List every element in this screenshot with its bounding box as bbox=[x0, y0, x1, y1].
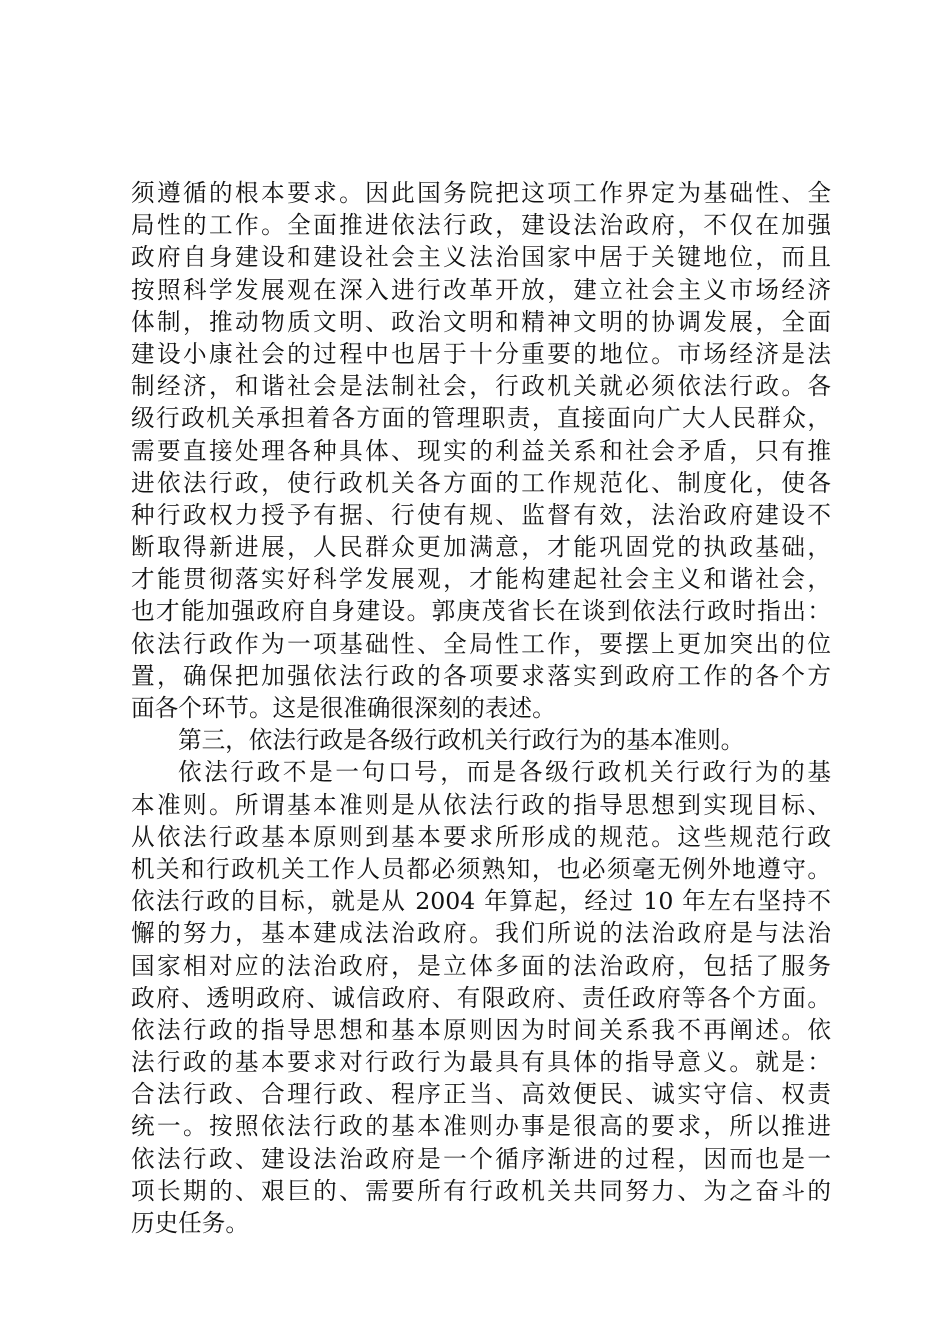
text-line: 级行政机关承担着各方面的管理职责，直接面向广大人民群众， bbox=[131, 404, 831, 433]
text-line: 历史任务。 bbox=[131, 1209, 249, 1237]
text-line: 按照科学发展观在深入进行改革开放，建立社会主义市场经济 bbox=[131, 275, 831, 304]
text-line: 依法行政的指导思想和基本原则因为时间关系我不再阐述。依 bbox=[131, 1015, 831, 1044]
text-line: 依法行政、建设法治政府是一个循序渐进的过程，因而也是一 bbox=[131, 1144, 831, 1173]
text-line: 法行政的基本要求对行政行为最具有具体的指导意义。就是： bbox=[131, 1048, 831, 1077]
text-line: 政府、透明政府、诚信政府、有限政府、责任政府等各个方面。 bbox=[131, 983, 831, 1012]
text-line: 建设小康社会的过程中也居于十分重要的地位。市场经济是法 bbox=[131, 339, 831, 368]
text-line: 需要直接处理各种具体、现实的利益关系和社会矛盾，只有推 bbox=[131, 436, 831, 465]
text-line: 国家相对应的法治政府，是立体多面的法治政府，包括了服务 bbox=[131, 951, 831, 980]
text-line: 局性的工作。全面推进依法行政，建设法治政府，不仅在加强 bbox=[131, 211, 831, 240]
paragraph-2 bbox=[131, 756, 831, 1239]
text-line: 也才能加强政府自身建设。郭庚茂省长在谈到依法行政时指出： bbox=[131, 597, 831, 626]
document-body bbox=[131, 177, 831, 1239]
text-line: 断取得新进展，人民群众更加满意，才能巩固党的执政基础， bbox=[131, 533, 831, 562]
text-line: 体制，推动物质文明、政治文明和精神文明的协调发展，全面 bbox=[131, 307, 831, 336]
text-line: 须遵循的根本要求。因此国务院把这项工作界定为基础性、全 bbox=[131, 179, 831, 207]
text-line: 懈的努力，基本建成法治政府。我们所说的法治政府是与法治 bbox=[131, 919, 831, 948]
text-line: 面各个环节。这是很准确很深刻的表述。 bbox=[131, 694, 556, 722]
text-line: 进依法行政，使行政机关各方面的工作规范化、制度化，使各 bbox=[131, 468, 831, 497]
text-line: 统一。按照依法行政的基本准则办事是很高的要求，所以推进 bbox=[131, 1112, 831, 1141]
text-line: 政府自身建设和建设社会主义法治国家中居于关键地位，而且 bbox=[131, 243, 831, 272]
text-line: 置，确保把加强依法行政的各项要求落实到政府工作的各个方 bbox=[131, 661, 831, 690]
text-line: 依法行政不是一句口号，而是各级行政机关行政行为的基 bbox=[178, 758, 831, 787]
text-line: 才能贯彻落实好科学发展观，才能构建起社会主义和谐社会， bbox=[131, 565, 831, 594]
text-line: 项长期的、艰巨的、需要所有行政机关共同努力、为之奋斗的 bbox=[131, 1176, 831, 1205]
text-line: 种行政权力授予有据、行使有规、监督有效，法治政府建设不 bbox=[131, 500, 831, 529]
text-line: 本准则。所谓基本准则是从依法行政的指导思想到实现目标、 bbox=[131, 790, 831, 819]
text-line: 依法行政作为一项基础性、全局性工作，要摆上更加突出的位 bbox=[131, 629, 831, 658]
text-line: 机关和行政机关工作人员都必须熟知，也必须毫无例外地遵守。 bbox=[131, 854, 831, 883]
section-heading: 第三，依法行政是各级行政机关行政行为的基本准则。 bbox=[178, 726, 745, 755]
text-line: 合法行政、合理行政、程序正当、高效便民、诚实守信、权责 bbox=[131, 1080, 831, 1109]
text-line: 制经济，和谐社会是法制社会，行政机关就必须依法行政。各 bbox=[131, 372, 831, 401]
text-line: 依法行政的目标，就是从 2004 年算起，经过 10 年左右坚持不 bbox=[131, 887, 831, 916]
paragraph-1 bbox=[131, 177, 831, 724]
text-line: 从依法行政基本原则到基本要求所形成的规范。这些规范行政 bbox=[131, 822, 831, 851]
